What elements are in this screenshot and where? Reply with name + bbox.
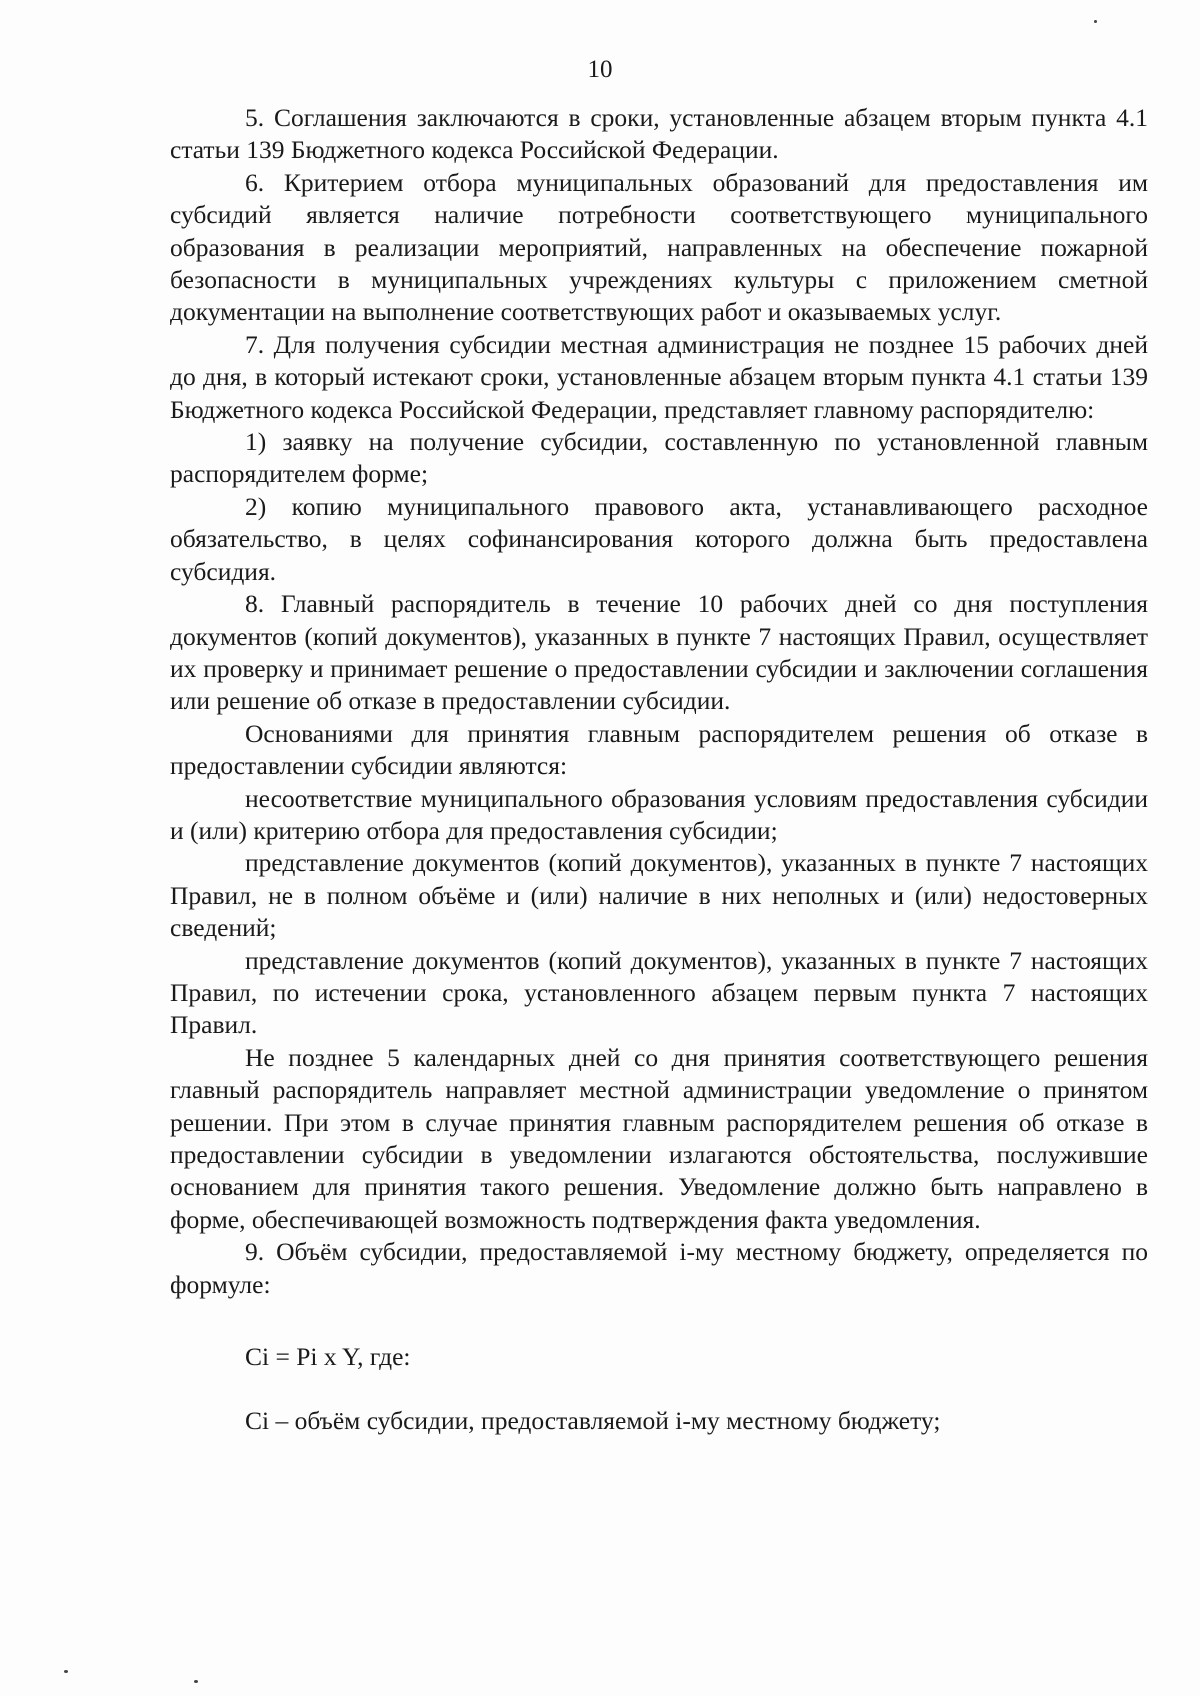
paragraph-5: 5. Соглашения заключаются в сроки, установленные абзацем вторым пункта 4.1 статьи 139 Бюджетного кодекса Российской Федерации. bbox=[170, 103, 1148, 165]
document-body bbox=[170, 102, 1148, 1438]
scan-speck bbox=[64, 1670, 68, 1673]
subsidy-formula: Ci = Pi x Y, где: bbox=[245, 1342, 411, 1372]
refusal-ground-1: несоответствие муниципального образования условиям предоставления субсидии и (или) критерию отбора для предоставления субсидии; bbox=[170, 783, 1148, 845]
refusal-ground-2: представление документов (копий документов), указанных в пункте 7 настоящих Правил, не в полном объёме и (или) наличие в них неполных и (или) недостоверных сведений; bbox=[170, 848, 1148, 943]
paragraph-9: 9. Объём субсидии, предоставляемой i-му местному бюджету, определяется по формуле: bbox=[170, 1237, 1148, 1299]
paragraph-8: 8. Главный распорядитель в течение 10 рабочих дней со дня поступления документов (копий документов), указанных в пункте 7 настоящих Правил, осуществляет их проверку и принимает решение о предоставлении субсидии и заключении соглашения или решение об отказе в предоставлении субсидии. bbox=[170, 589, 1148, 716]
scan-speck bbox=[194, 1680, 198, 1683]
paragraph-7-item-2: 2) копию муниципального правового акта, устанавливающего расходное обязательство, в целях софинансирования которого должна быть предоставлена субсидия. bbox=[170, 491, 1148, 586]
formula-definition-ci: Ci – объём субсидии, предоставляемой i-му местному бюджету; bbox=[245, 1406, 941, 1436]
paragraph-7: 7. Для получения субсидии местная администрация не позднее 15 рабочих дней до дня, в который истекают сроки, установленные абзацем вторым пункта 4.1 статьи 139 Бюджетного кодекса Российской Федерации, представляет главному распорядителю: bbox=[170, 329, 1148, 424]
refusal-grounds-intro: Основаниями для принятия главным распорядителем решения об отказе в предоставлении субсидии являются: bbox=[170, 718, 1148, 781]
refusal-ground-3: представление документов (копий документов), указанных в пункте 7 настоящих Правил, по истечении срока, установленного абзацем первым пункта 7 настоящих Правил. bbox=[170, 945, 1148, 1040]
paragraph-6: 6. Критерием отбора муниципальных образований для предоставления им субсидий является наличие потребности соответствующего муниципального образования в реализации мероприятий, направленных на обеспечение пожарной безопасности в муниципальных учреждениях культуры с приложением сметной документации на выполнение соответствующих работ и оказываемых услуг. bbox=[170, 167, 1148, 327]
notification-paragraph: Не позднее 5 календарных дней со дня принятия соответствующего решения главный распорядитель направляет местной администрации уведомление о принятом решении. При этом в случае принятия главным распорядителем решения об отказе в предоставлении субсидии в уведомлении излагаются обстоятельства, послужившие основанием для принятия такого решения. Уведомление должно быть направлено в форме, обеспечивающей возможность подтверждения факта уведомления. bbox=[170, 1042, 1148, 1234]
paragraph-7-item-1: 1) заявку на получение субсидии, составленную по установленной главным распорядителем форме; bbox=[170, 427, 1148, 489]
page-number: 10 bbox=[587, 56, 613, 83]
scan-speck bbox=[1094, 20, 1097, 23]
